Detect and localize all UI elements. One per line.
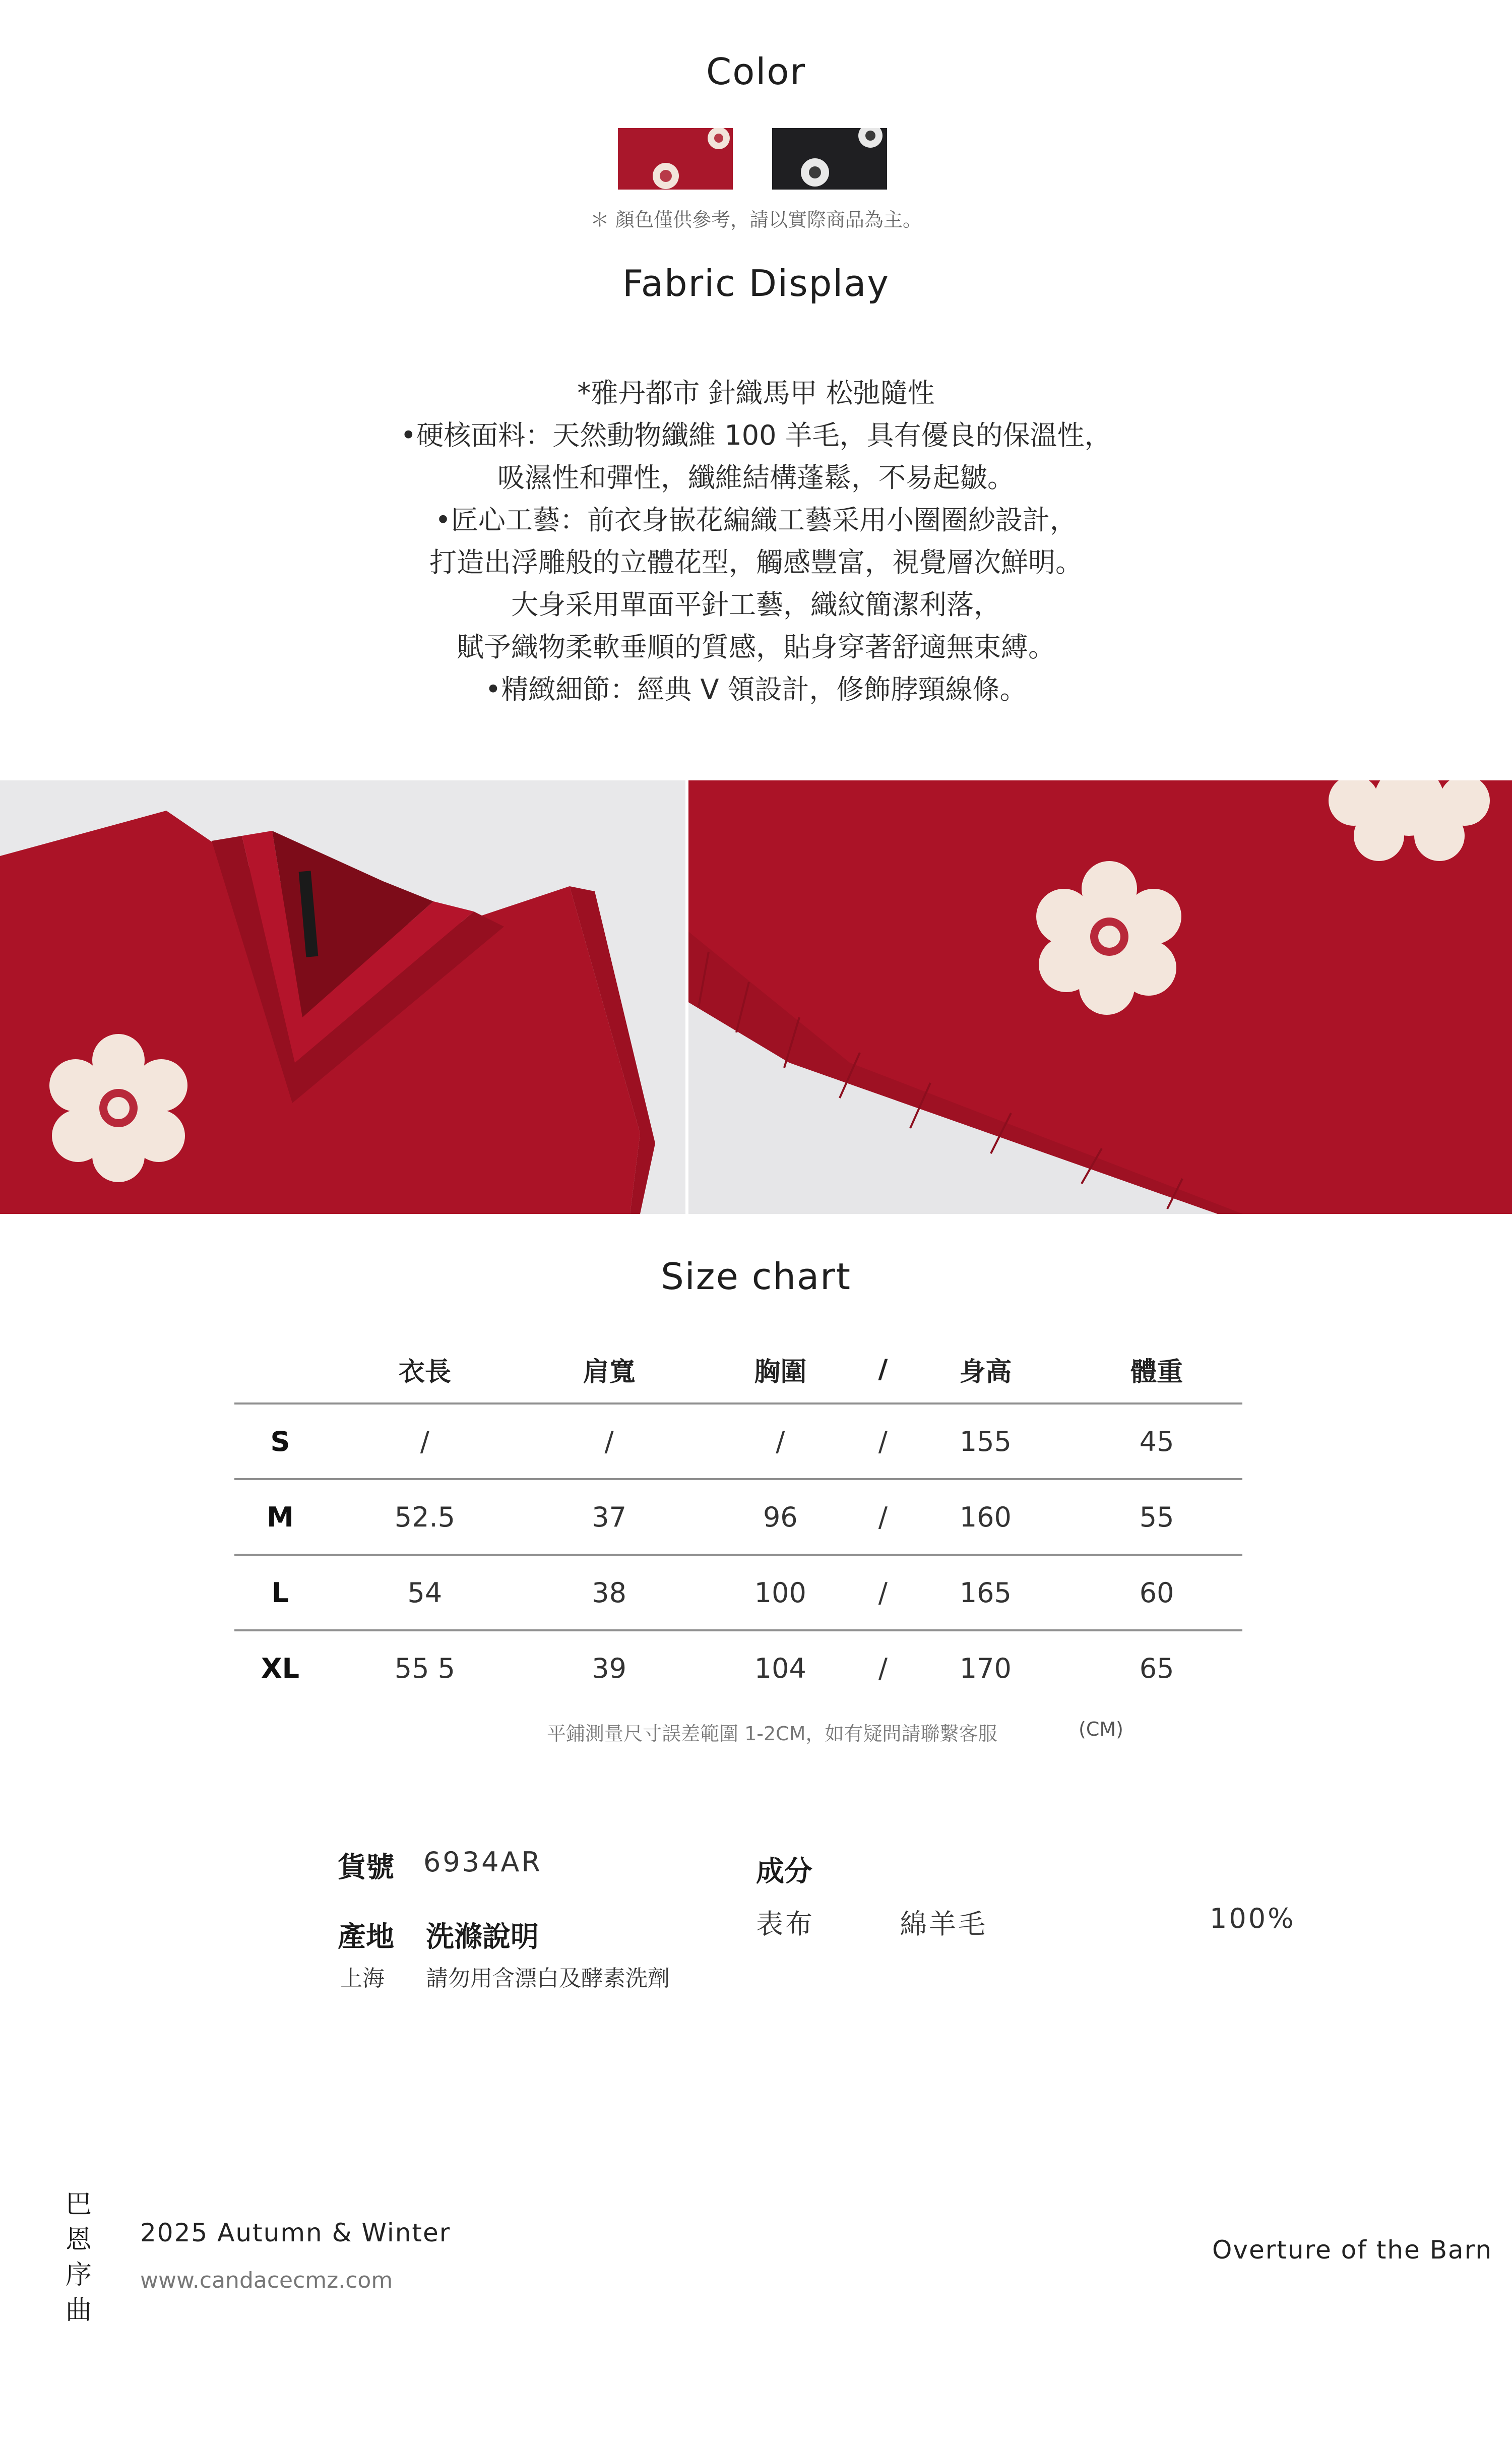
fabric-line: •匠心工藝：前衣身嵌花編織工藝采用小圈圈紗設計， — [435, 504, 1077, 536]
column-header: 肩寬 — [583, 1357, 636, 1387]
column-header: / — [878, 1354, 888, 1384]
size-label: XL — [234, 1630, 326, 1705]
origin-value: 上海 — [340, 1966, 385, 1991]
brand-char: 序 — [65, 2260, 92, 2290]
fabric-description — [0, 372, 1512, 711]
table-cell: / — [866, 1555, 900, 1630]
table-cell: / — [326, 1403, 524, 1479]
composition-material: 綿羊毛 — [900, 1908, 987, 1940]
table-header-row — [234, 1336, 1242, 1403]
photo-hem-detail — [688, 780, 1512, 1214]
size-unit: (CM) — [1079, 1718, 1123, 1740]
column-header — [234, 1336, 326, 1403]
composition-part: 表布 — [756, 1908, 814, 1940]
table-cell: 100 — [695, 1555, 866, 1630]
flower-pattern-icon — [618, 128, 733, 190]
color-note: ＊ 顏色僅供參考，請以實際商品為主。 — [590, 209, 922, 231]
size-chart-title: Size chart — [661, 1255, 851, 1298]
table-cell: 65 — [1071, 1630, 1242, 1705]
swatch-red[interactable] — [618, 128, 733, 190]
composition-label: 成分 — [756, 1855, 812, 1888]
size-note: 平鋪測量尺寸誤差範圍 1-2CM，如有疑問請聯繫客服 — [547, 1723, 997, 1745]
table-cell: 52.5 — [326, 1479, 524, 1555]
flower-pattern-icon — [772, 128, 887, 190]
column-header: 胸圍 — [754, 1357, 807, 1387]
table-cell: 39 — [524, 1630, 695, 1705]
swatch-black[interactable] — [772, 128, 887, 190]
table-cell: 104 — [695, 1630, 866, 1705]
fabric-line: 大身采用單面平針工藝，織紋簡潔利落， — [511, 589, 1001, 621]
fabric-line: •精緻細節：經典 V 領設計，修飾脖頸線條。 — [485, 674, 1027, 705]
vertical-brand-name — [64, 2187, 94, 2328]
table-cell: 160 — [900, 1479, 1071, 1555]
table-cell: / — [524, 1403, 695, 1479]
table-cell: / — [866, 1630, 900, 1705]
fabric-line: 打造出浮雕般的立體花型，觸感豐富，視覺層次鮮明。 — [429, 546, 1083, 578]
website-link[interactable]: www.candacecmz.com — [140, 2268, 393, 2293]
table-cell: 38 — [524, 1555, 695, 1630]
table-row — [234, 1630, 1242, 1705]
column-header: 衣長 — [398, 1357, 451, 1387]
table-cell: 165 — [900, 1555, 1071, 1630]
wash-label: 洗滌說明 — [426, 1921, 539, 1954]
table-cell: 54 — [326, 1555, 524, 1630]
table-cell: / — [695, 1403, 866, 1479]
table-cell: 55 5 — [326, 1630, 524, 1705]
table-row — [234, 1479, 1242, 1555]
origin-label: 產地 — [338, 1921, 394, 1954]
table-cell: 37 — [524, 1479, 695, 1555]
sku-value: 6934AR — [423, 1846, 542, 1878]
brand-char: 曲 — [65, 2295, 92, 2326]
size-label: L — [234, 1555, 326, 1630]
collection-name: Overture of the Barn — [1212, 2235, 1493, 2265]
table-cell: / — [866, 1403, 900, 1479]
wash-value: 請勿用含漂白及酵素洗劑 — [426, 1966, 670, 1991]
table-cell: 55 — [1071, 1479, 1242, 1555]
season-text: 2025 Autumn & Winter — [140, 2218, 451, 2247]
brand-char: 恩 — [65, 2225, 92, 2255]
fabric-line: *雅丹都市 針織馬甲 松弛隨性 — [577, 377, 935, 409]
table-cell: 155 — [900, 1403, 1071, 1479]
column-header: 身高 — [959, 1357, 1012, 1387]
table-cell: 60 — [1071, 1555, 1242, 1630]
column-header: 體重 — [1130, 1357, 1183, 1387]
fabric-line: 吸濕性和彈性，纖維結構蓬鬆，不易起皺。 — [497, 462, 1015, 494]
size-label: S — [234, 1403, 326, 1479]
fabric-line: •硬核面料：天然動物纖維 100 羊毛，具有優良的保溫性， — [400, 419, 1112, 451]
table-cell: 96 — [695, 1479, 866, 1555]
sku-label: 貨號 — [338, 1851, 394, 1884]
size-label: M — [234, 1479, 326, 1555]
fabric-title: Fabric Display — [622, 262, 890, 304]
table-cell: 45 — [1071, 1403, 1242, 1479]
photo-vneck-detail — [0, 780, 685, 1214]
table-row — [234, 1403, 1242, 1479]
size-table — [234, 1336, 1242, 1705]
brand-char: 巴 — [65, 2189, 92, 2220]
table-row — [234, 1555, 1242, 1630]
composition-percent: 100% — [1210, 1903, 1296, 1934]
fabric-line: 賦予織物柔軟垂順的質感，貼身穿著舒適無束縛。 — [457, 631, 1055, 663]
table-cell: / — [866, 1479, 900, 1555]
table-cell: 170 — [900, 1630, 1071, 1705]
color-title: Color — [706, 50, 806, 93]
